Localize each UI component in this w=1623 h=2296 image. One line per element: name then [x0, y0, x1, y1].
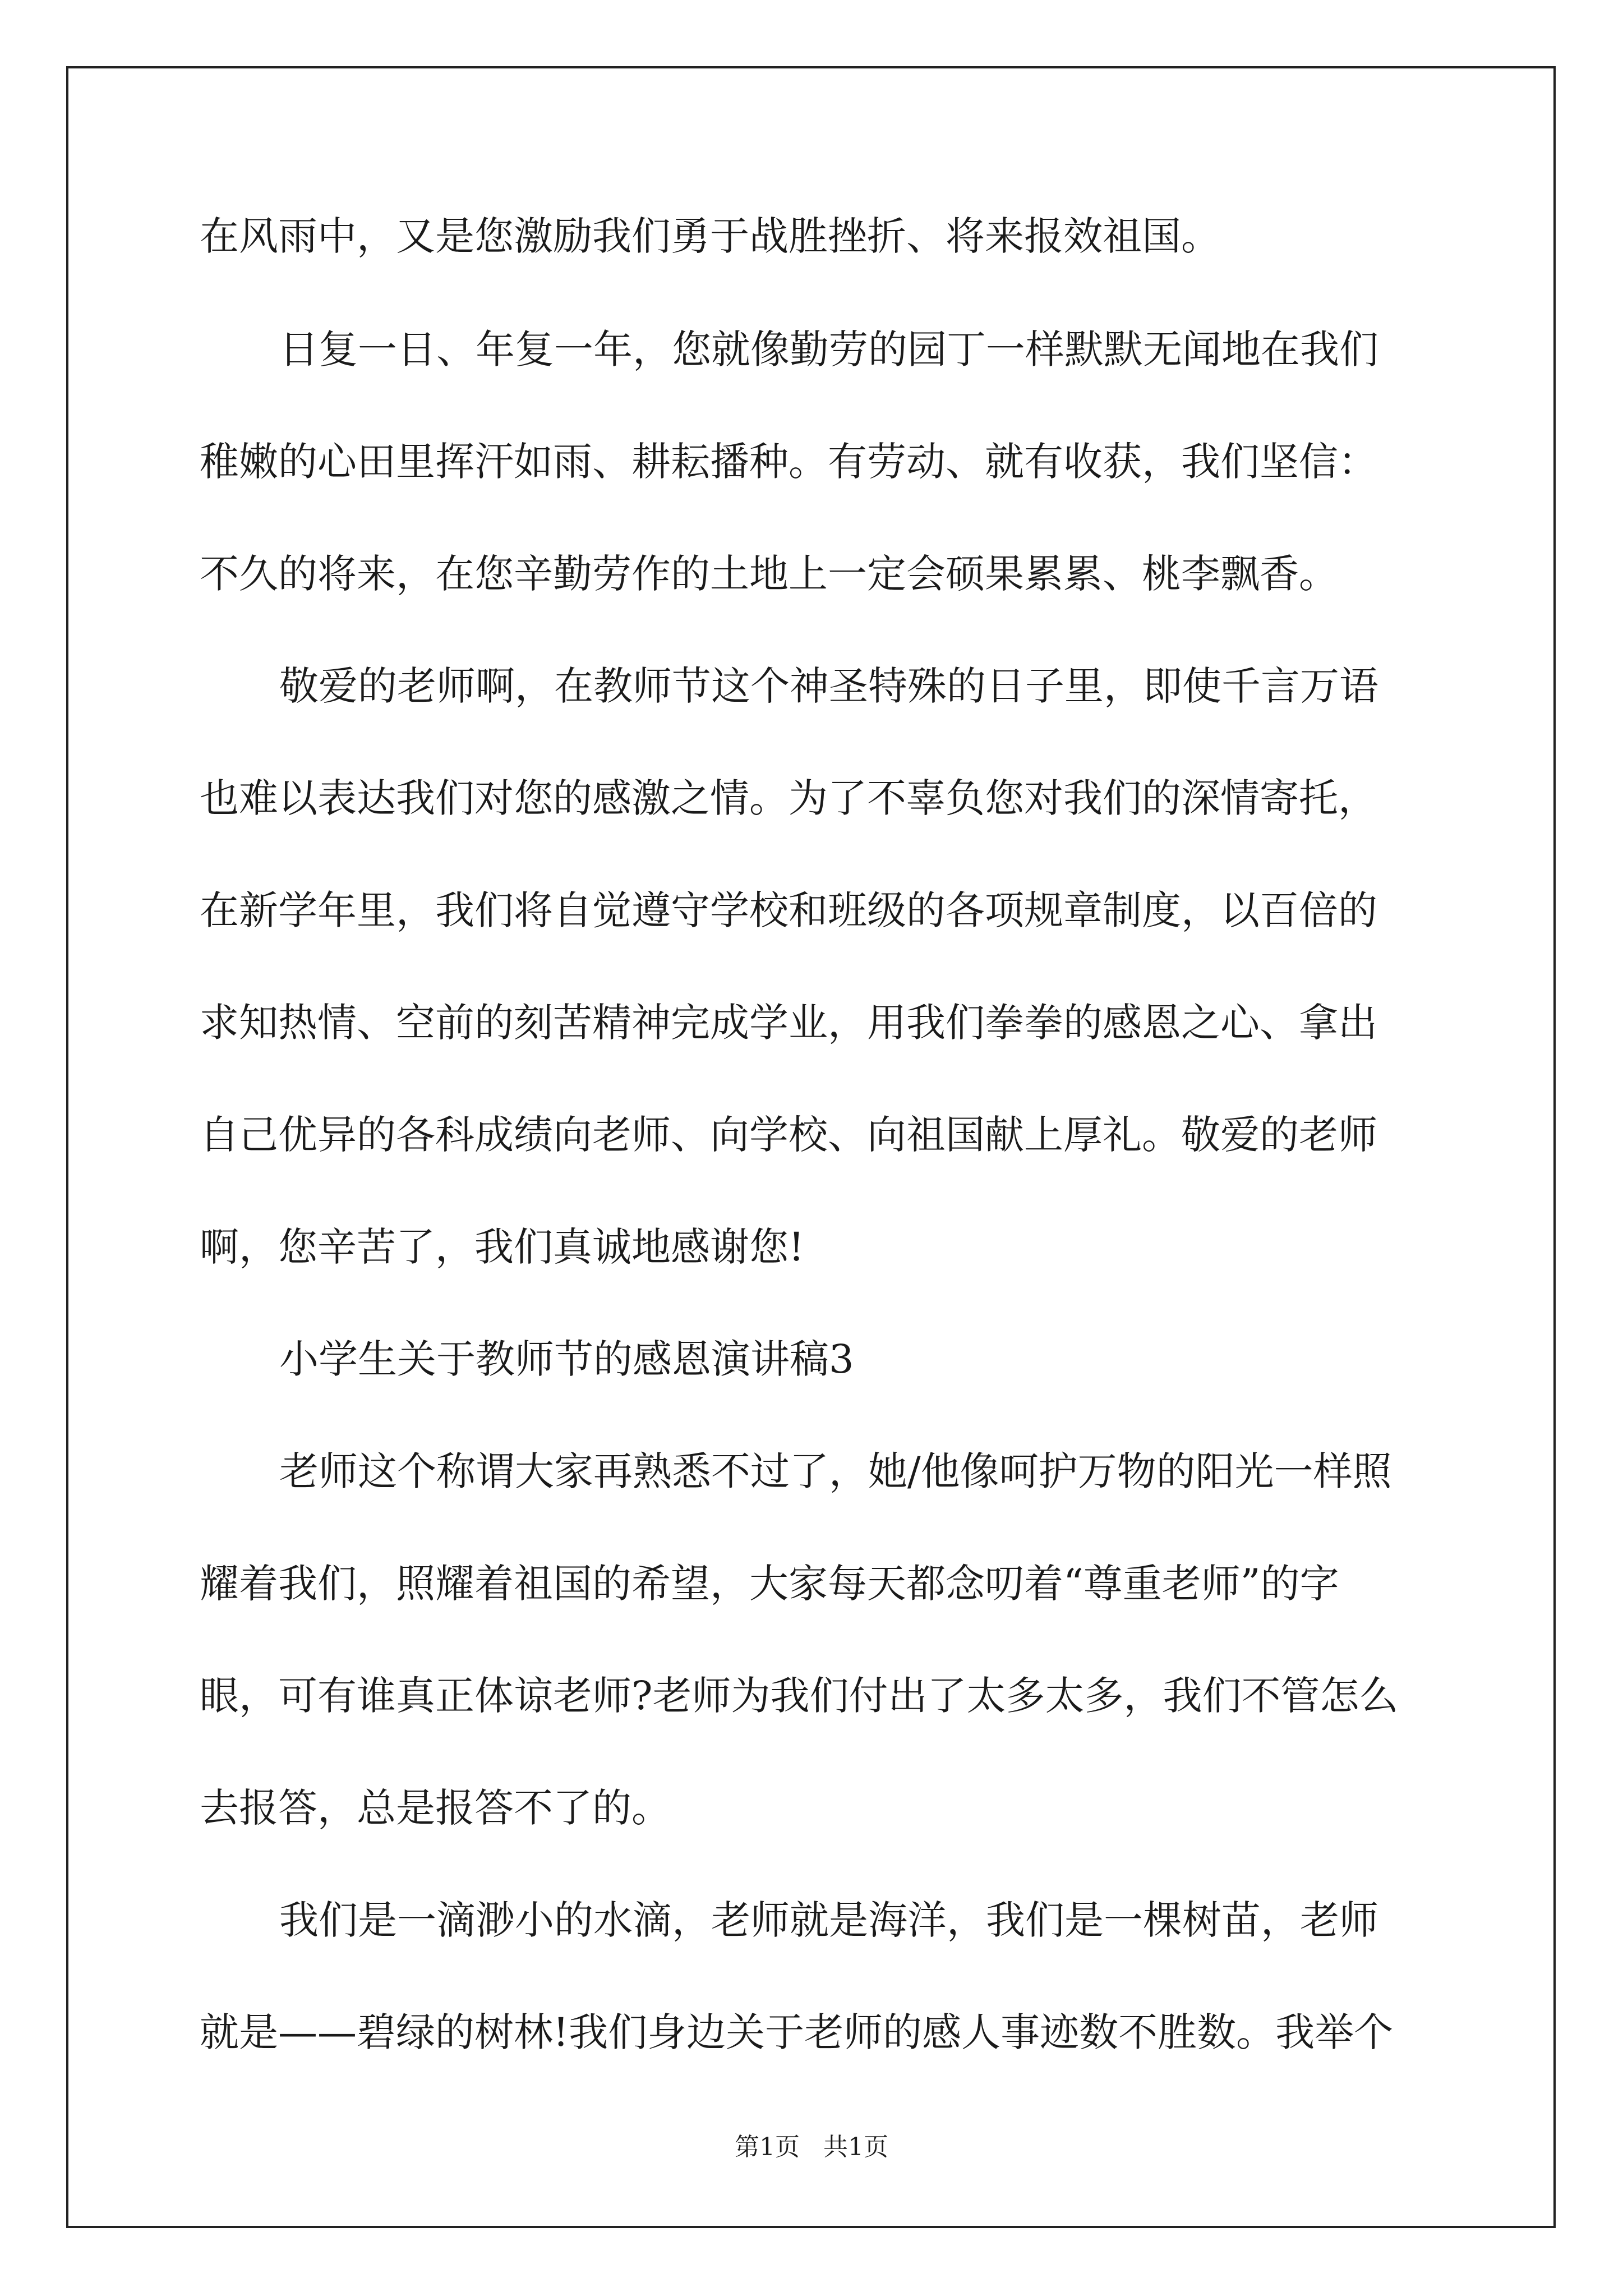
section-heading: 小学生关于教师节的感恩演讲稿3	[279, 1336, 854, 1382]
text-line-13: 耀着我们，照耀着祖国的希望，大家每天都念叨着“尊重老师”的字	[200, 1561, 1339, 1607]
text-line-10: 啊，您辛苦了，我们真诚地感谢您!	[200, 1224, 805, 1270]
text-line-9: 自己优异的各科成绩向老师、向学校、向祖国献上厚礼。敬爱的老师	[200, 1112, 1377, 1158]
text-line-12: 老师这个称谓大家再熟悉不过了，她/他像呵护万物的阳光一样照	[279, 1448, 1392, 1494]
text-line-6: 也难以表达我们对您的感激之情。为了不辜负您对我们的深情寄托，	[200, 775, 1377, 821]
text-line-5: 敬爱的老师啊，在教师节这个神圣特殊的日子里，即使千言万语	[279, 663, 1378, 709]
text-line-16: 我们是一滴渺小的水滴，老师就是海洋，我们是一棵树苗，老师	[279, 1897, 1378, 1943]
text-line-15: 去报答，总是报答不了的。	[200, 1785, 671, 1831]
text-line-3: 稚嫩的心田里挥汗如雨、耕耘播种。有劳动、就有收获，我们坚信：	[200, 439, 1377, 485]
text-line-14: 眼，可有谁真正体谅老师?老师为我们付出了太多太多，我们不管怎么	[200, 1673, 1399, 1719]
text-line-17: 就是——碧绿的树林!我们身边关于老师的感人事迹数不胜数。我举个	[200, 2009, 1394, 2055]
text-line-8: 求知热情、空前的刻苦精神完成学业，用我们拳拳的感恩之心、拿出	[200, 1000, 1377, 1046]
text-line-1: 在风雨中，又是您激励我们勇于战胜挫折、将来报效祖国。	[200, 213, 1220, 259]
text-line-7: 在新学年里，我们将自觉遵守学校和班级的各项规章制度，以百倍的	[200, 887, 1377, 933]
text-line-4: 不久的将来，在您辛勤劳作的土地上一定会硕果累累、桃李飘香。	[200, 551, 1338, 597]
text-line-2: 日复一日、年复一年，您就像勤劳的园丁一样默默无闻地在我们	[279, 326, 1378, 372]
page-footer: 第1页 共1页	[735, 2133, 888, 2161]
